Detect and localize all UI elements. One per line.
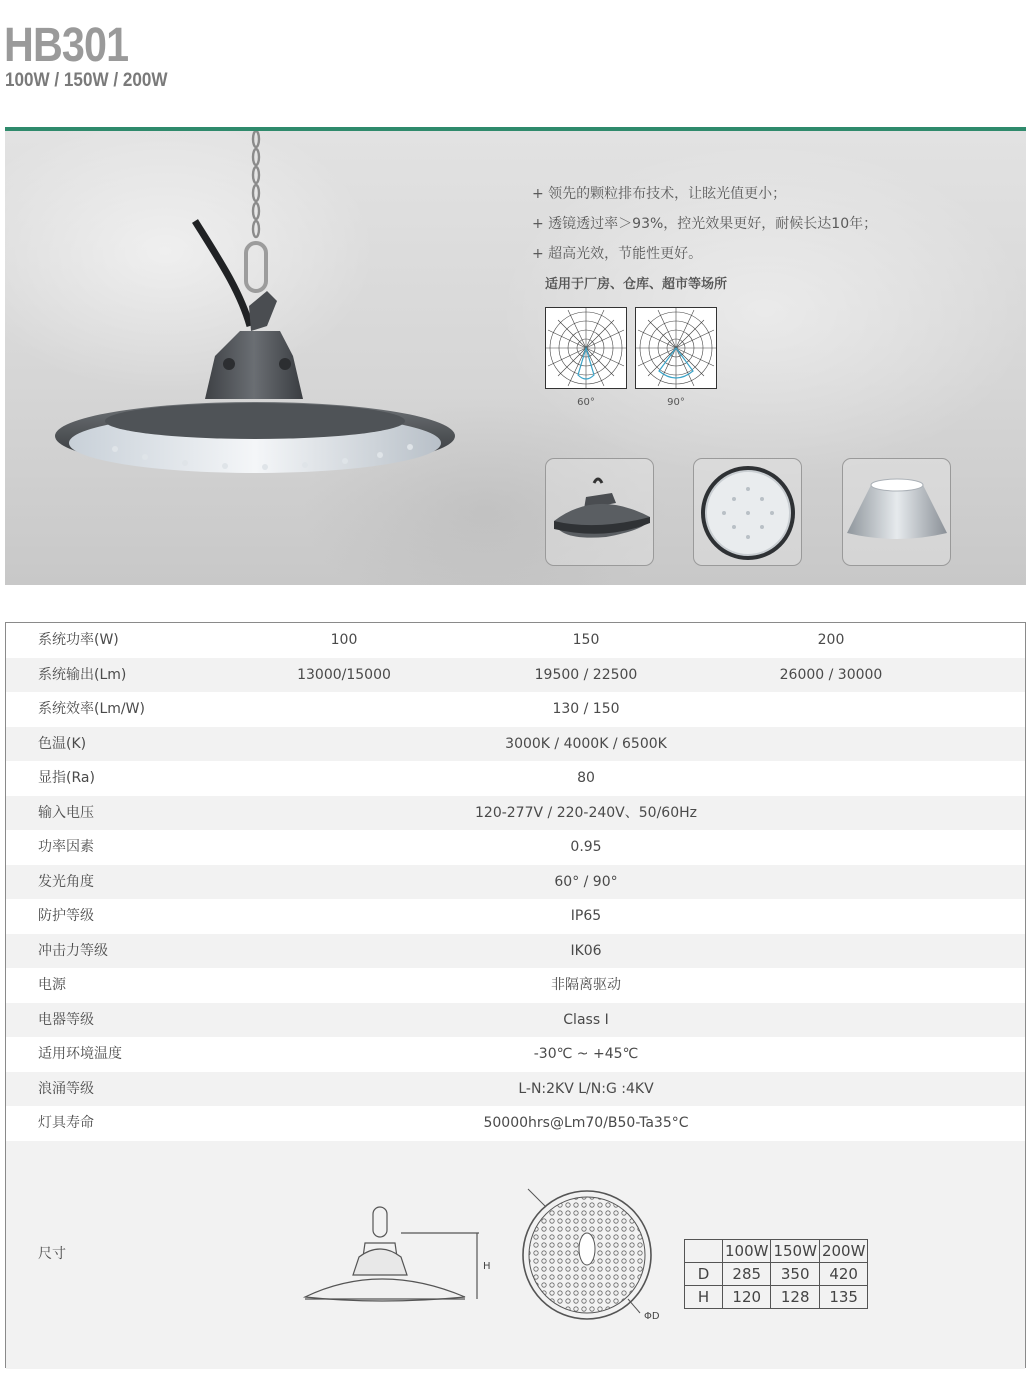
cell-value: Class Ⅰ [563,1011,609,1028]
dim-corner-cell [685,1240,723,1263]
table-row [6,727,1025,762]
feature-item: + 超高光效，节能性更好。 [532,246,703,262]
row-label: 色温(K) [38,735,87,752]
row-label: 系统功率(W) [38,632,119,648]
dim-row-name: H [685,1286,723,1309]
table-row [6,623,1025,658]
cell-value: -30℃ ~ +45℃ [533,1046,639,1062]
model-title: HB301 [4,19,129,72]
dimension-table [684,1239,868,1309]
dim-header-row [685,1240,868,1263]
dimension-label: 尺寸 [38,1246,66,1262]
dim-cell: 120 [723,1286,771,1309]
cell-100w: 13000/15000 [297,666,391,683]
row-label: 显指(Ra) [38,770,95,786]
row-label: 电源 [38,977,66,993]
cell-200w: 26000 / 30000 [779,666,883,683]
dim-cell: 420 [819,1263,867,1286]
row-label: 功率因素 [38,839,94,855]
dim-header-cell: 150W [771,1240,819,1263]
feature-item: + 透镜透过率＞93%，控光效果更好，耐候长达10年； [532,216,878,232]
top-dimension-drawing [516,1185,686,1325]
beam-angle-label: 90° [667,397,685,408]
row-label: 适用环境温度 [38,1046,122,1062]
row-label: 灯具寿命 [38,1115,94,1131]
row-label: 发光角度 [38,873,94,890]
dim-cell: 350 [771,1263,819,1286]
power-options: 100W / 150W / 200W [5,70,168,91]
dim-cell: 128 [771,1286,819,1309]
lamp-product-image [45,131,515,491]
dim-header-cell: 100W [723,1240,771,1263]
cell-100w: 100 [330,632,358,648]
table-row [6,1037,1025,1072]
table-row [6,796,1025,831]
cell-150w: 19500 / 22500 [534,666,638,683]
h-marker: H [483,1261,491,1272]
dim-cell: 135 [819,1286,867,1309]
usage-text: 适用于厂房、仓库、超市等场所 [545,277,728,292]
table-row [6,865,1025,900]
page-header [0,0,1030,128]
table-row [6,658,1025,693]
cell-value: 60° / 90° [554,873,618,890]
cell-value: 非隔离驱动 [551,977,621,993]
beam-angle-label: 60° [577,397,595,408]
table-row [6,692,1025,727]
cell-value: 130 / 150 [552,701,620,717]
row-label: 系统输出(Lm) [38,666,127,683]
cell-value: 80 [577,770,595,786]
feature-list [532,183,877,292]
table-row [6,1106,1025,1141]
table-row [6,761,1025,796]
cell-value: IK06 [570,942,602,959]
cell-150w: 150 [572,632,600,648]
thumbnail-reflector [842,458,951,566]
cell-value: 3000K / 4000K / 6500K [505,735,667,752]
table-row [6,899,1025,934]
hero-banner [5,131,1026,585]
dim-cell: 285 [723,1263,771,1286]
dim-row-h [685,1286,868,1309]
row-label: 冲击力等级 [38,942,108,959]
cell-200w: 200 [817,632,845,648]
table-row [6,1003,1025,1038]
row-label: 系统效率(Lm/W) [38,701,145,717]
dim-row-name: D [685,1263,723,1286]
table-row [6,830,1025,865]
polar-diagram-60 [545,307,627,389]
row-label: 浪涌等级 [38,1080,94,1097]
thumbnail-side-view [545,458,654,566]
cell-value: L-N:2KV L/N:G :4KV [518,1080,654,1097]
d-marker: ΦD [644,1311,660,1322]
row-label: 防护等级 [38,908,94,924]
table-row [6,934,1025,969]
polar-diagram-90 [635,307,717,389]
dim-row-d [685,1263,868,1286]
cell-value: 50000hrs@Lm70/B50-Ta35°C [483,1115,689,1131]
dim-header-cell: 200W [819,1240,867,1263]
cell-value: 120-277V / 220-240V、50/60Hz [475,804,697,821]
table-row [6,968,1025,1003]
feature-item: + 领先的颗粒排布技术，让眩光值更小； [532,186,787,202]
cell-value: 0.95 [570,839,602,855]
thumbnail-front-view [693,458,802,566]
spec-table [5,622,1026,1368]
row-label: 输入电压 [38,804,94,821]
row-label: 电器等级 [38,1011,94,1028]
cell-value: IP65 [570,908,602,924]
table-row [6,1072,1025,1107]
side-dimension-drawing [301,1201,501,1321]
